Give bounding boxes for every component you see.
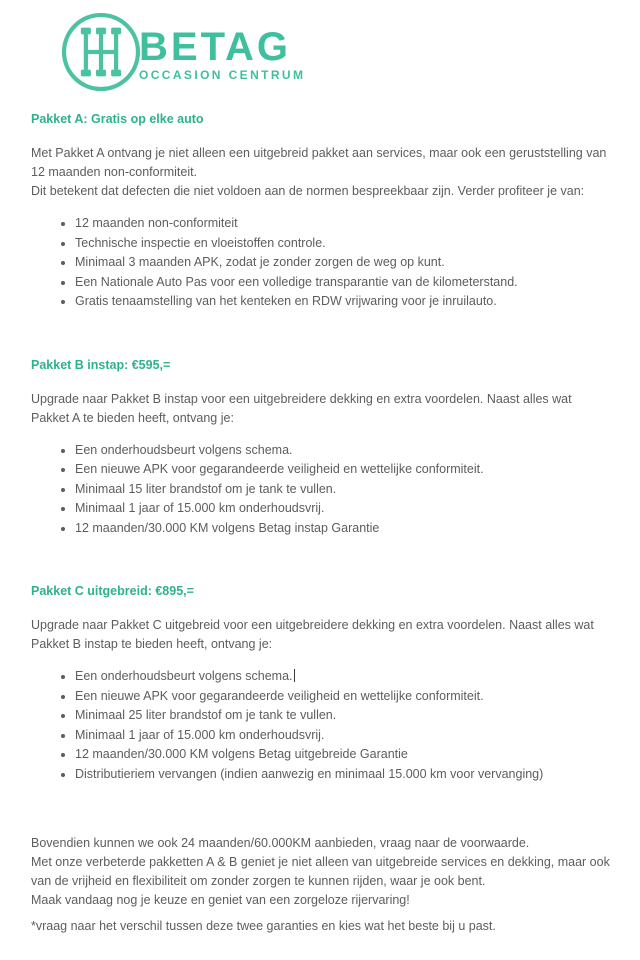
bullet-item — [75, 460, 610, 480]
paragraph: Upgrade naar Pakket C uitgebreid voor een uitgebreidere dekking en extra voordelen. Naast alles wat Pakket B instap te bieden heeft, ontvang je: — [31, 618, 594, 651]
paragraph: Dit betekent dat defecten die niet voldoen aan de normen bespreekbaar zijn. Verder profiteer je van: — [31, 184, 585, 198]
bullet-item — [75, 253, 610, 273]
bullet-item — [75, 706, 610, 726]
paragraph: Bovendien kunnen we ook 24 maanden/60.000KM aanbieden, vraag naar de voorwaarde. — [31, 836, 530, 850]
footnote: *vraag naar het verschil tussen deze twee garanties en kies wat het beste bij u past. — [31, 919, 496, 933]
bullet-item — [75, 519, 610, 539]
bullet-text: 12 maanden non-conformiteit — [75, 216, 238, 230]
bullet-list — [31, 214, 610, 312]
bullet-item — [75, 726, 610, 746]
bullet-text: Een onderhoudsbeurt volgens schema. — [75, 442, 293, 457]
bullet-item — [75, 667, 610, 687]
bullet-item — [75, 745, 610, 765]
bullet-list — [31, 667, 610, 784]
bullet-item — [75, 499, 610, 519]
paragraph: Met Pakket A ontvang je niet alleen een uitgebreid pakket aan services, maar ook een geruststelling van 12 maanden non-conformiteit. — [31, 146, 607, 179]
bullet-text: Een onderhoudsbeurt volgens schema. — [75, 669, 293, 683]
paragraph: Met onze verbeterde pakketten A & B geniet je niet alleen van uitgebreide services en dekking, maar ook van de vrijheid en flexibiliteit om zonder zorgen te kunnen rijden, waar je ook bent. — [31, 855, 610, 888]
logo-name: BETAG — [139, 24, 292, 69]
paragraph: Maak vandaag nog je keuze en geniet van een zorgeloze rijervaring! — [31, 893, 410, 907]
bullet-text: Minimaal 1 jaar of 15.000 km onderhoudsvrij. — [75, 501, 325, 515]
section-heading-pakket-b: Pakket B instap: €595,= — [31, 357, 171, 372]
logo-text — [139, 24, 306, 82]
section-heading-pakket-a: Pakket A: Gratis op elke auto — [31, 112, 204, 126]
logo-subtitle: OCCASION CENTRUM — [139, 67, 306, 82]
text-cursor — [294, 669, 295, 682]
bullet-item — [75, 214, 610, 234]
bullet-item — [75, 234, 610, 254]
bullet-text: Distributieriem vervangen (indien aanwezig en minimaal 15.000 km voor vervanging) — [75, 766, 544, 781]
section-heading-pakket-c: Pakket C uitgebreid: €895,= — [31, 584, 194, 598]
section-pakket-b — [31, 358, 610, 539]
bullet-text: Minimaal 25 liter brandstof om je tank te vullen. — [75, 708, 337, 722]
bullet-text: 12 maanden/30.000 KM volgens Betag uitgebreide Garantie — [75, 747, 408, 761]
section-pakket-a — [31, 112, 610, 312]
bullet-item — [75, 687, 610, 707]
bullet-item — [75, 480, 610, 500]
bullet-text: Minimaal 15 liter brandstof om je tank te vullen. — [75, 481, 337, 496]
paragraph: Upgrade naar Pakket B instap voor een uitgebreidere dekking en extra voordelen. Naast alles wat Pakket A te bieden heeft, ontvang je: — [31, 391, 572, 425]
bullet-text: Minimaal 3 maanden APK, zodat je zonder zorgen de weg op kunt. — [75, 255, 445, 269]
section-pakket-c — [31, 584, 610, 784]
gear-shift-icon — [59, 10, 143, 99]
bullet-item — [75, 441, 610, 461]
bullet-text: Een nieuwe APK voor gegarandeerde veiligheid en wettelijke conformiteit. — [75, 688, 484, 703]
betag-logo — [59, 10, 610, 98]
bullet-item — [75, 273, 610, 293]
bullet-item — [75, 292, 610, 312]
bullet-text: Minimaal 1 jaar of 15.000 km onderhoudsvrij. — [75, 727, 325, 742]
bullet-text: Een nieuwe APK voor gegarandeerde veiligheid en wettelijke conformiteit. — [75, 462, 484, 476]
bullet-list — [31, 441, 610, 539]
bullet-item — [75, 765, 610, 785]
bullet-text: Gratis tenaamstelling van het kenteken en RDW vrijwaring voor je inruilauto. — [75, 294, 497, 308]
bullet-text: Een Nationale Auto Pas voor een volledige transparantie van de kilometerstand. — [75, 274, 518, 289]
closing-text — [31, 834, 610, 936]
bullet-text: 12 maanden/30.000 KM volgens Betag instap Garantie — [75, 520, 380, 535]
bullet-text: Technische inspectie en vloeistoffen controle. — [75, 235, 326, 250]
